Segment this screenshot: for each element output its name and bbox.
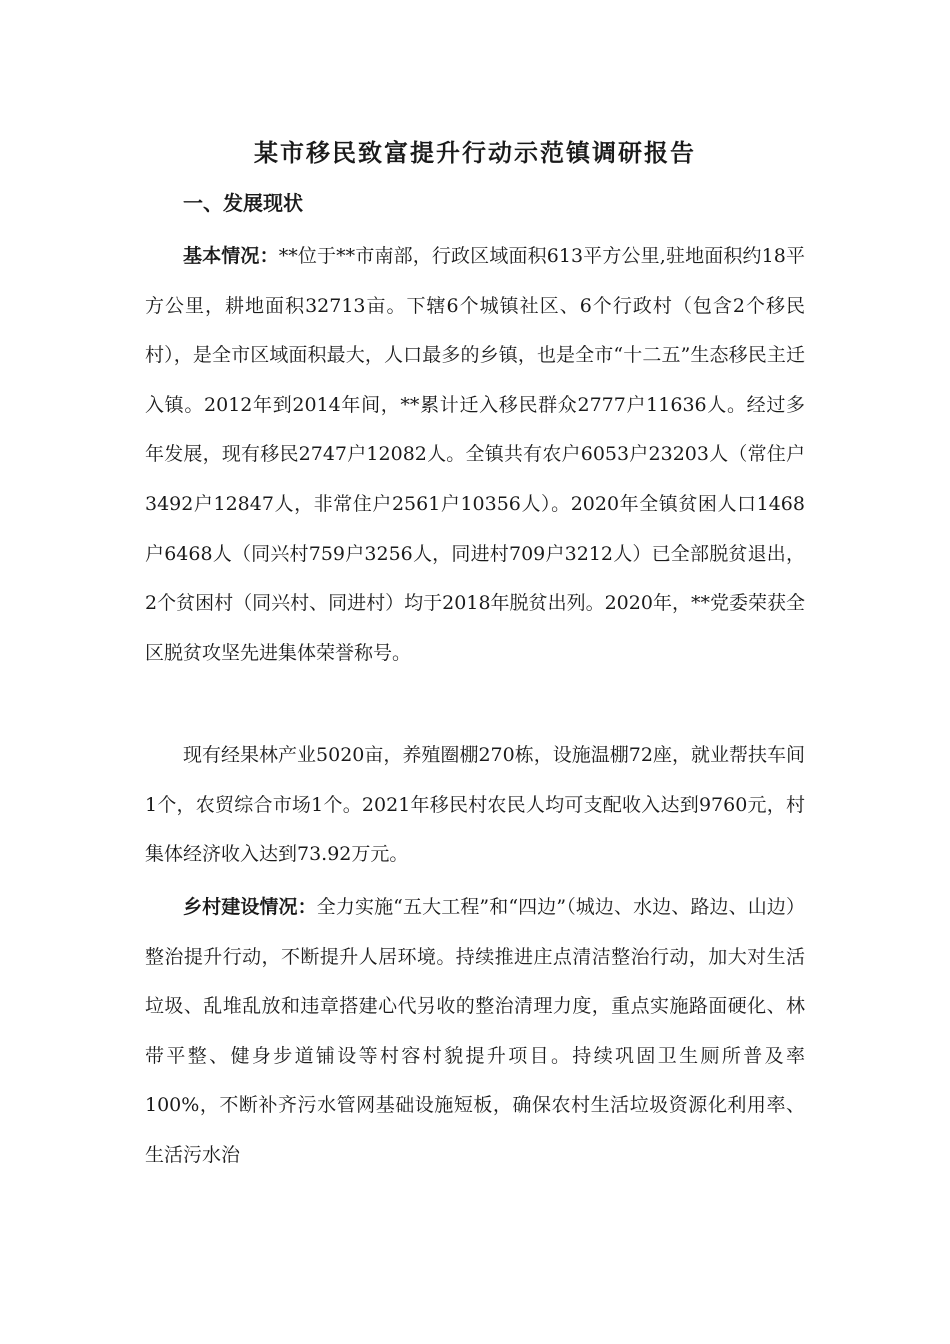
paragraph-rural-construction xyxy=(145,883,805,1181)
paragraph-text: **位于**市南部，行政区域面积613平方公里,驻地面积约18平方公里，耕地面积32713亩。下辖6个城镇社区、6个行政村（包含2个移民村），是全市区域面积最大，人口最多的乡镇，也是全市“十二五”生态移民主迁入镇。2012年到2014年间，**累计迁入移民群众2777户11636人。经过多年发展，现有移民2747户12082人。全镇共有农户6053户23203人（常住户3492户12847人，非常住户2561户10356人）。2020年全镇贫困人口1468户6468人（同兴村759户3256人，同进村709户3212人）已全部脱贫退出，2个贫困村（同兴村、同进村）均于2018年脱贫出列。2020年，**党委荣获全区脱贫攻坚先进集体荣誉称号。 xyxy=(145,245,805,664)
paragraph-basic-situation xyxy=(145,232,805,678)
paragraph-lead: 基本情况： xyxy=(183,245,279,267)
document-title: 某市移民致富提升行动示范镇调研报告 xyxy=(254,138,696,167)
paragraph-text: 全力实施“五大工程”和“四边”（城边、水边、路边、山边）整治提升行动，不断提升人居环境。持续推进庄点清洁整治行动，加大对生活垃圾、乱堆乱放和违章搭建心代另收的整治清理力度，重点实施路面硬化、林带平整、健身步道铺设等村容村貌提升项目。持续巩固卫生厕所普及率100%，不断补齐污水管网基础设施短板，确保农村生活垃圾资源化利用率、生活污水治 xyxy=(145,896,805,1166)
paragraph-text: 现有经果林产业5020亩，养殖圈棚270栋，设施温棚72座，就业帮扶车间1个，农贸综合市场1个。2021年移民村农民人均可支配收入达到9760元，村集体经济收入达到73.92万元。 xyxy=(145,744,805,866)
paragraph-industry xyxy=(145,731,805,880)
paragraph-lead: 乡村建设情况： xyxy=(183,896,317,918)
section-heading: 一、发展现状 xyxy=(183,191,303,215)
